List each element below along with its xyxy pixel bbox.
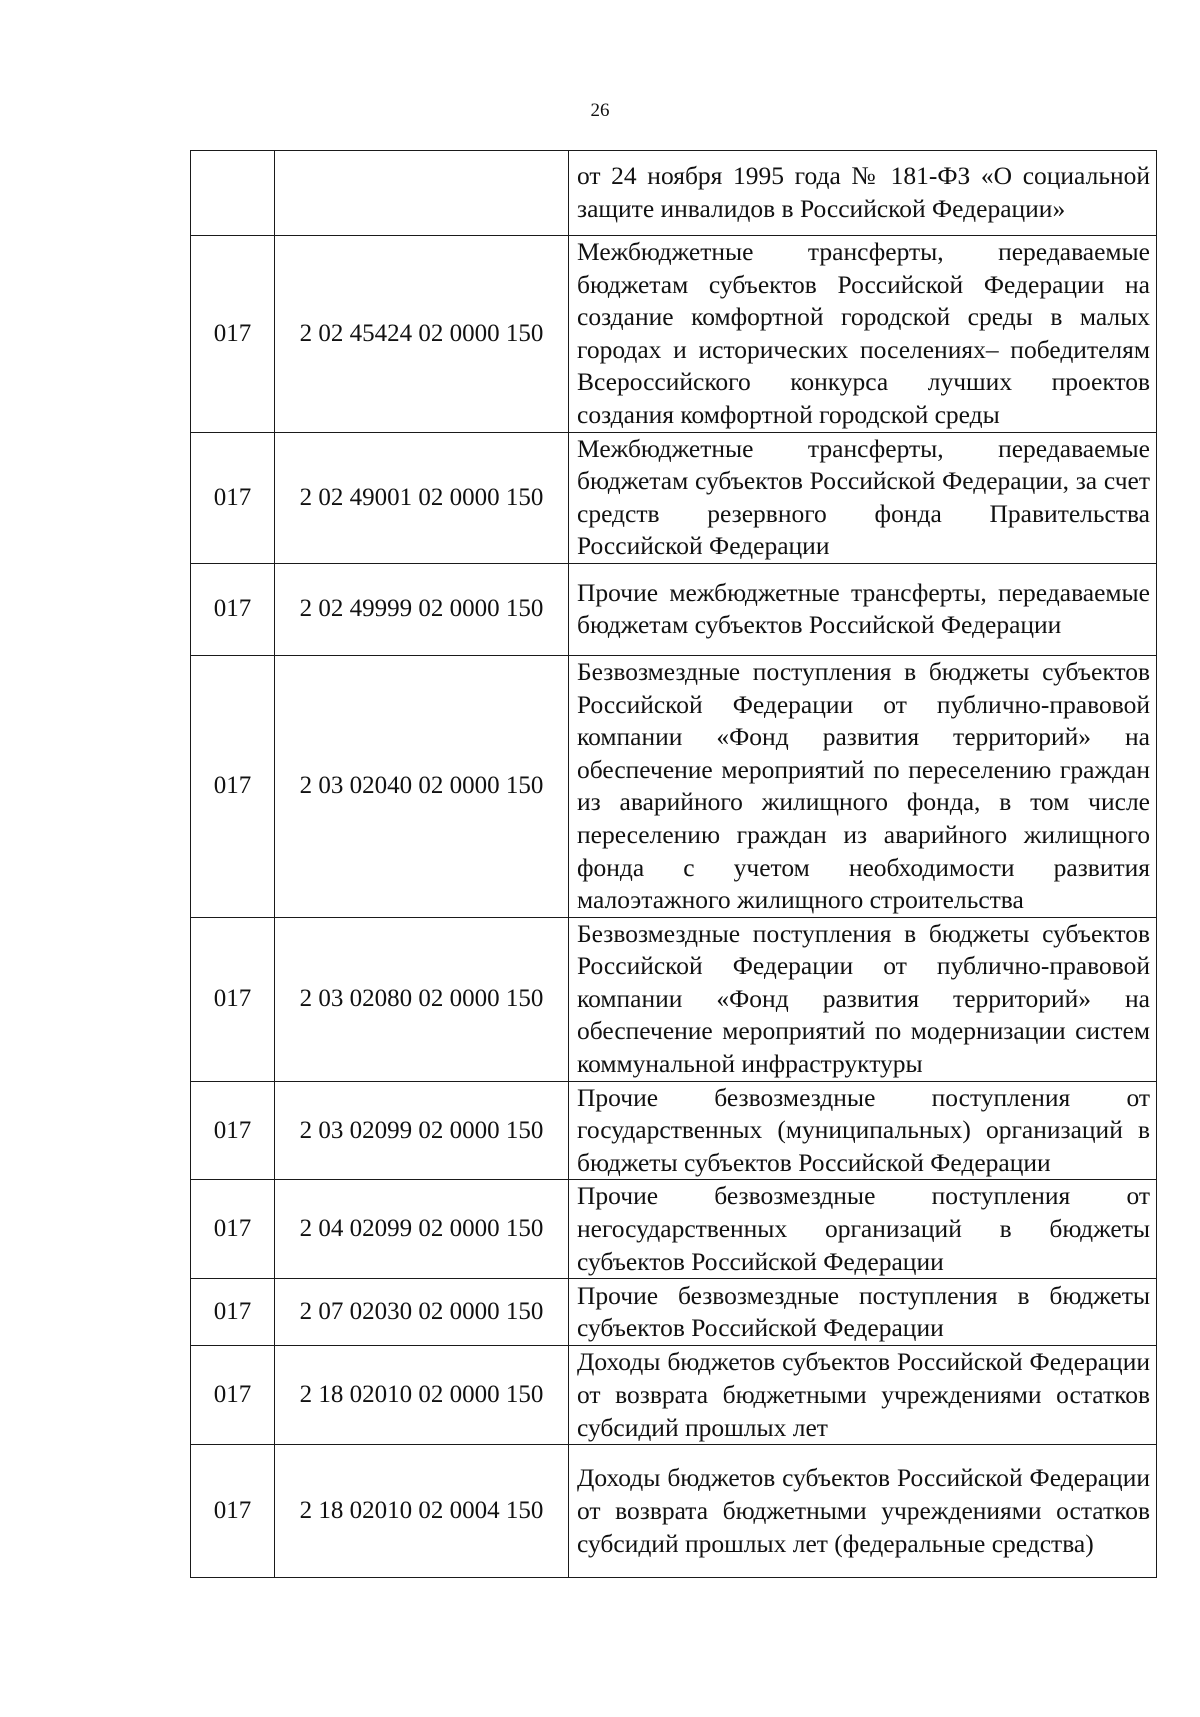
budget-code-cell: 2 18 02010 02 0004 150	[275, 1445, 569, 1578]
table-row	[191, 917, 1157, 1081]
budget-code-cell: 2 07 02030 02 0000 150	[275, 1279, 569, 1346]
description-cell: Прочие межбюджетные трансферты, передаваемые бюджетам субъектов Российской Федерации	[569, 563, 1157, 655]
description-cell: Безвозмездные поступления в бюджеты субъектов Российской Федерации от публично-правовой компании «Фонд развития территорий» на обеспечение мероприятий по модернизации систем коммунальной инфраструктуры	[569, 917, 1157, 1081]
budget-code-cell: 2 02 45424 02 0000 150	[275, 236, 569, 433]
admin-code-cell: 017	[191, 655, 275, 917]
description-cell: Доходы бюджетов субъектов Российской Федерации от возврата бюджетными учреждениями остатков субсидий прошлых лет (федеральные средства)	[569, 1445, 1157, 1578]
description-cell: Прочие безвозмездные поступления от негосударственных организаций в бюджеты субъектов Российской Федерации	[569, 1180, 1157, 1279]
budget-code-cell	[275, 151, 569, 236]
admin-code-cell: 017	[191, 917, 275, 1081]
description-cell: от 24 ноября 1995 года № 181-ФЗ «О социальной защите инвалидов в Российской Федерации»	[569, 151, 1157, 236]
table-row	[191, 1445, 1157, 1578]
table-row	[191, 1081, 1157, 1180]
description-cell: Прочие безвозмездные поступления в бюджеты субъектов Российской Федерации	[569, 1279, 1157, 1346]
table-row	[191, 563, 1157, 655]
admin-code-cell: 017	[191, 1279, 275, 1346]
admin-code-cell: 017	[191, 1180, 275, 1279]
admin-code-cell: 017	[191, 1081, 275, 1180]
description-cell: Межбюджетные трансферты, передаваемые бюджетам субъектов Российской Федерации, за счет средств резервного фонда Правительства Российской Федерации	[569, 432, 1157, 563]
table-row	[191, 655, 1157, 917]
admin-code-cell: 017	[191, 236, 275, 433]
description-cell: Доходы бюджетов субъектов Российской Федерации от возврата бюджетными учреждениями остатков субсидий прошлых лет	[569, 1346, 1157, 1445]
admin-code-cell: 017	[191, 1346, 275, 1445]
admin-code-cell	[191, 151, 275, 236]
admin-code-cell: 017	[191, 1445, 275, 1578]
budget-code-cell: 2 02 49999 02 0000 150	[275, 563, 569, 655]
description-cell: Прочие безвозмездные поступления от государственных (муниципальных) организаций в бюджеты субъектов Российской Федерации	[569, 1081, 1157, 1180]
table-row	[191, 432, 1157, 563]
revenue-code-table	[190, 150, 1157, 1578]
table-row	[191, 1180, 1157, 1279]
table-row	[191, 236, 1157, 433]
page-number: 26	[590, 100, 610, 121]
description-cell: Межбюджетные трансферты, передаваемые бюджетам субъектов Российской Федерации на создание комфортной городской среды в малых городах и исторических поселениях– победителям Всероссийского конкурса лучших проектов создания комфортной городской среды	[569, 236, 1157, 433]
budget-code-cell: 2 04 02099 02 0000 150	[275, 1180, 569, 1279]
description-cell: Безвозмездные поступления в бюджеты субъектов Российской Федерации от публично-правовой компании «Фонд развития территорий» на обеспечение мероприятий по переселению граждан из аварийного жилищного фонда, в том числе переселению граждан из аварийного жилищного фонда с учетом необходимости развития малоэтажного жилищного строительства	[569, 655, 1157, 917]
budget-code-cell: 2 03 02080 02 0000 150	[275, 917, 569, 1081]
table-row	[191, 1279, 1157, 1346]
admin-code-cell: 017	[191, 432, 275, 563]
budget-code-cell: 2 02 49001 02 0000 150	[275, 432, 569, 563]
budget-code-cell: 2 18 02010 02 0000 150	[275, 1346, 569, 1445]
budget-code-cell: 2 03 02099 02 0000 150	[275, 1081, 569, 1180]
table-row	[191, 1346, 1157, 1445]
admin-code-cell: 017	[191, 563, 275, 655]
table-row	[191, 151, 1157, 236]
budget-code-cell: 2 03 02040 02 0000 150	[275, 655, 569, 917]
